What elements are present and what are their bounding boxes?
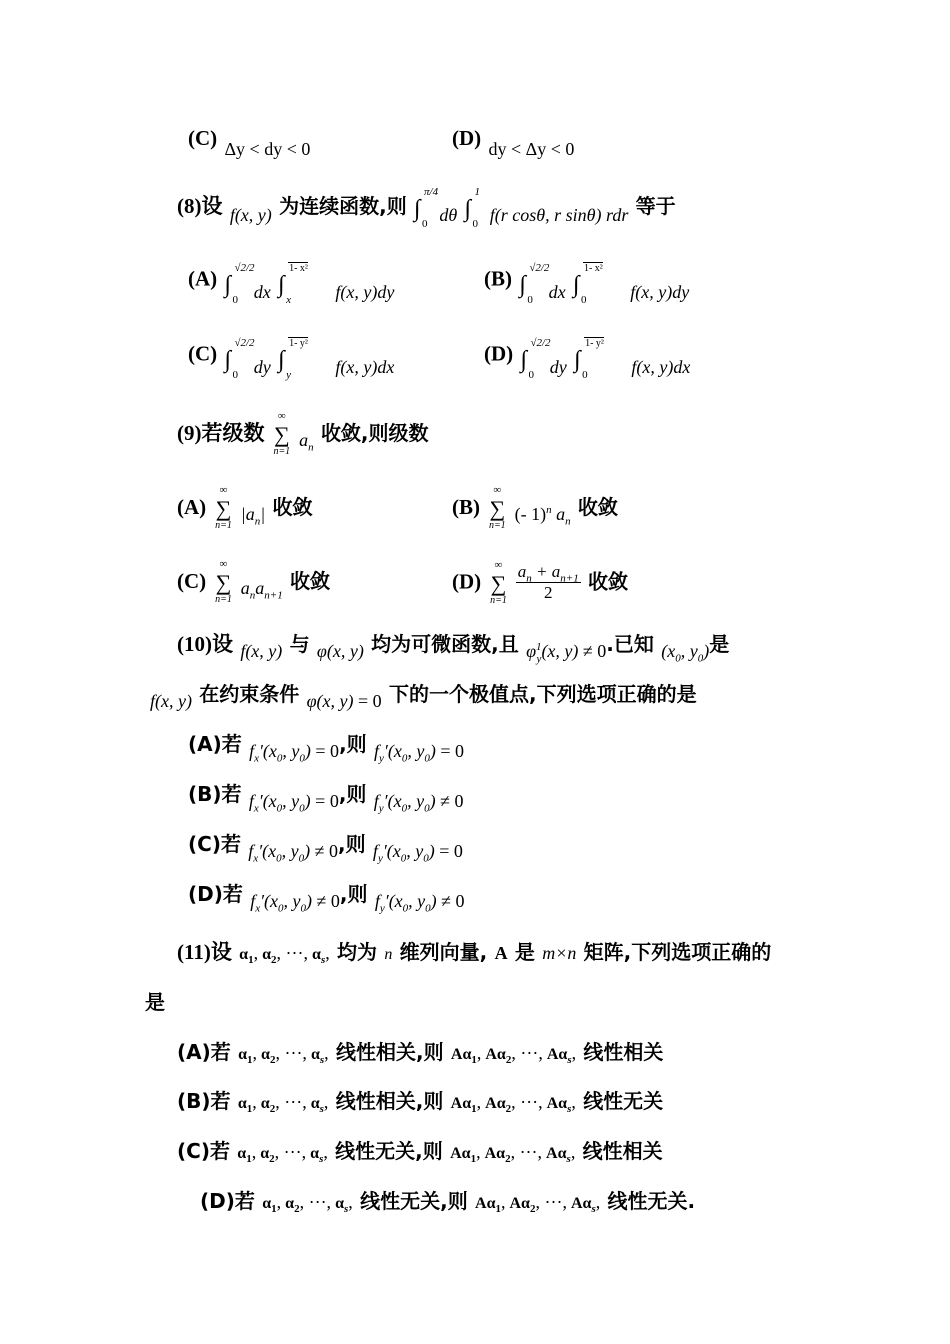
option-text: 收敛 (290, 569, 331, 593)
stem-text: 是 (145, 990, 165, 1014)
q8-option-c: (C) ∫ √2/2 0 dy ∫ 1- y² y f(x, y)dx (188, 337, 395, 381)
option-label: (B) (452, 495, 480, 519)
q8-option-a: (A) ∫ √2/2 0 dx ∫ 1- x² x f(x, y)dy (188, 262, 395, 306)
stem-text: .已知 (606, 632, 654, 656)
option-text: 收敛 (577, 495, 618, 519)
option-label: (D) (452, 569, 482, 594)
stem-text: 等于 (635, 194, 676, 218)
integral-sign: ∫ 1 0 (464, 185, 480, 230)
stem-text: 矩阵,下列选项正确的 (583, 940, 772, 964)
option-label: (A) (177, 495, 207, 519)
option-label: (B) (484, 266, 512, 291)
q10-option-a: (A)若 $f_x'(x_0$, $y_0) = 0$,则 $f_y'(x_0$, $y_0) = 0$ (188, 732, 464, 765)
option-label: (D) (452, 126, 482, 150)
math-var: n (384, 946, 393, 963)
q11-stem-line2 (145, 986, 165, 1015)
stem-text: 维列向量, (399, 940, 488, 964)
option-label: (C) (188, 341, 218, 366)
option-text: ,则 (339, 732, 367, 756)
math-expr: f(x, y)dx (335, 356, 395, 377)
math-expr: f(x, y)dx (631, 356, 691, 377)
option-text: 线性相关,则 (335, 1040, 444, 1064)
stem-text: 均为可微函数,且 (371, 632, 519, 656)
question-label: (11)设 (177, 940, 232, 964)
q10-option-b: (B)若 $f_x'(x_0$, $y_0) = 0$,则 $f_y'(x_0$, $y_0) \ne 0$ (188, 782, 464, 815)
option-label: (B)若 (188, 782, 242, 806)
stem-text: 均为 (337, 940, 378, 964)
option-label: (C) (177, 569, 207, 593)
option-text: 收敛 (588, 569, 629, 594)
option-label: (A) (188, 266, 218, 291)
stem-text: 在约束条件 (199, 682, 300, 706)
stem-text: 收敛,则级数 (320, 421, 429, 445)
option-text: 线性相关 (582, 1139, 663, 1163)
question-label: (10)设 (177, 632, 233, 656)
integral-expr: f(r cosθ, r sinθ) rdr (489, 205, 629, 225)
q7-option-c (188, 126, 311, 159)
q11-option-c: (C)若 $\alpha_1$, $\alpha_2$, ···, $\alpha_s$, 线性无关,则 $A\alpha_1$, $A\alpha_2$, ···, $A\alpha_s$, 线性相关 (177, 1139, 663, 1166)
stem-text: 与 (289, 632, 310, 656)
option-text: 线性无关 (583, 1089, 664, 1113)
option-label: (B)若 (177, 1089, 231, 1113)
fraction-denominator: 2 (543, 583, 553, 602)
q8-stem: (8)设 f(x, y) 为连续函数,则 ∫ π/4 0 dθ ∫ 1 0 f(r cosθ, r sinθ) rdr 等于 (177, 185, 676, 230)
option-text: ,则 (339, 882, 368, 906)
q11-stem-line1: (11)设 $\alpha_1$, $\alpha_2$, ···, $\alpha_s$, 均为 n 维列向量, A 是 m×n 矩阵,下列选项正确的 (177, 940, 772, 967)
stem-text: 下的一个极值点,下列选项正确的是 (389, 682, 697, 706)
q9-option-b: (B) ∞ ∑ n=1 (- 1)$^n$ $a_n$ 收敛 (452, 484, 618, 531)
stem-text: 是 (709, 632, 730, 656)
q8-option-d: (D) ∫ √2/2 0 dy ∫ 1- y² 0 f(x, y)dx (484, 337, 691, 381)
option-label: (D) (484, 341, 514, 366)
math-func: φ(x, y) (316, 641, 364, 661)
option-text: ,则 (338, 782, 367, 806)
math-expr: f(x, y)dy (630, 281, 690, 302)
option-text: 线性无关. (607, 1189, 696, 1213)
option-text: 线性相关 (583, 1040, 664, 1064)
q11-option-b: (B)若 $\alpha_1$, $\alpha_2$, ···, $\alpha_s$, 线性相关,则 $A\alpha_1$, $A\alpha_2$, ···, $A\alpha_s$, 线性无关 (177, 1089, 664, 1116)
math-func: f(x, y) (150, 691, 192, 711)
option-text: ,则 (338, 832, 366, 856)
q8-option-b: (B) ∫ √2/2 0 dx ∫ 1- x² 0 f(x, y)dy (484, 262, 690, 306)
math-expr: Δy < dy < 0 (224, 139, 311, 159)
option-text: 线性无关,则 (360, 1189, 468, 1213)
q10-stem-line1: (10)设 f(x, y) 与 φ(x, y) 均为可微函数,且 $\varphi^1_y(x$, y) ≠ 0.已知 ($x_0$, $y_0$)是 (177, 632, 730, 665)
q9-option-d: (D) ∞ ∑ n=1 $\frac{a_n + a_{n+1}}{2}$ 收敛 (452, 558, 629, 606)
question-label: (8)设 (177, 194, 223, 218)
option-text: 线性相关,则 (335, 1089, 444, 1113)
q11-option-d: (D)若 $\alpha_1$, $\alpha_2$, ···, $\alpha_s$, 线性无关,则 $A\alpha_1$, $A\alpha_2$, ···, $A\alpha_s$, 线性无关. (200, 1189, 696, 1216)
q9-stem: (9)若级数 ∞ ∑ n=1 $a_n$ 收敛,则级数 (177, 410, 429, 457)
q10-option-c: (C)若 $f_x'(x_0$, $y_0) \ne 0$,则 $f_y'(x_0$, $y_0) = 0$ (188, 832, 463, 865)
option-text: 收敛 (272, 495, 313, 519)
option-label: (C)若 (177, 1139, 230, 1163)
q7-option-d (452, 126, 575, 159)
sum-sign: ∞ ∑ n=1 (273, 410, 291, 457)
q9-option-c: (C) ∞ ∑ n=1 $a_na_{n+1}$ 收敛 (177, 558, 331, 605)
option-label: (D)若 (200, 1189, 255, 1213)
option-label: (C) (188, 126, 218, 150)
stem-text: 是 (514, 940, 535, 964)
math-func: f(x, y) (229, 205, 272, 225)
q11-option-a: (A)若 $\alpha_1$, $\alpha_2$, ···, $\alpha_s$, 线性相关,则 $A\alpha_1$, $A\alpha_2$, ···, $A\alpha_s$, 线性相关 (177, 1040, 664, 1067)
integral-sign: ∫ π/4 0 (414, 185, 439, 230)
math-func: f(x, y) (240, 641, 283, 661)
stem-text: 为连续函数,则 (279, 194, 407, 218)
math-expr: f(x, y)dy (335, 281, 395, 302)
q10-stem-line2: f(x, y) 在约束条件 φ(x, y) = 0 下的一个极值点,下列选项正确的是 (150, 682, 697, 711)
option-label: (C)若 (188, 832, 241, 856)
q10-option-d: (D)若 $f_x'(x_0$, $y_0) \ne 0$,则 $f_y'(x_0$, $y_0) \ne 0$ (188, 882, 465, 915)
integral-upper: π/4 (424, 185, 439, 198)
option-label: (A)若 (177, 1040, 231, 1064)
option-label: (A)若 (188, 732, 242, 756)
option-label: (D)若 (188, 882, 243, 906)
math-expr: dy < Δy < 0 (488, 139, 575, 159)
math-dims: m×n (542, 943, 577, 963)
option-text: 线性无关,则 (335, 1139, 443, 1163)
question-label: (9)若级数 (177, 421, 265, 445)
q9-option-a: (A) ∞ ∑ n=1 $|a_n|$ 收敛 (177, 484, 313, 531)
matrix-var: A (494, 943, 508, 963)
